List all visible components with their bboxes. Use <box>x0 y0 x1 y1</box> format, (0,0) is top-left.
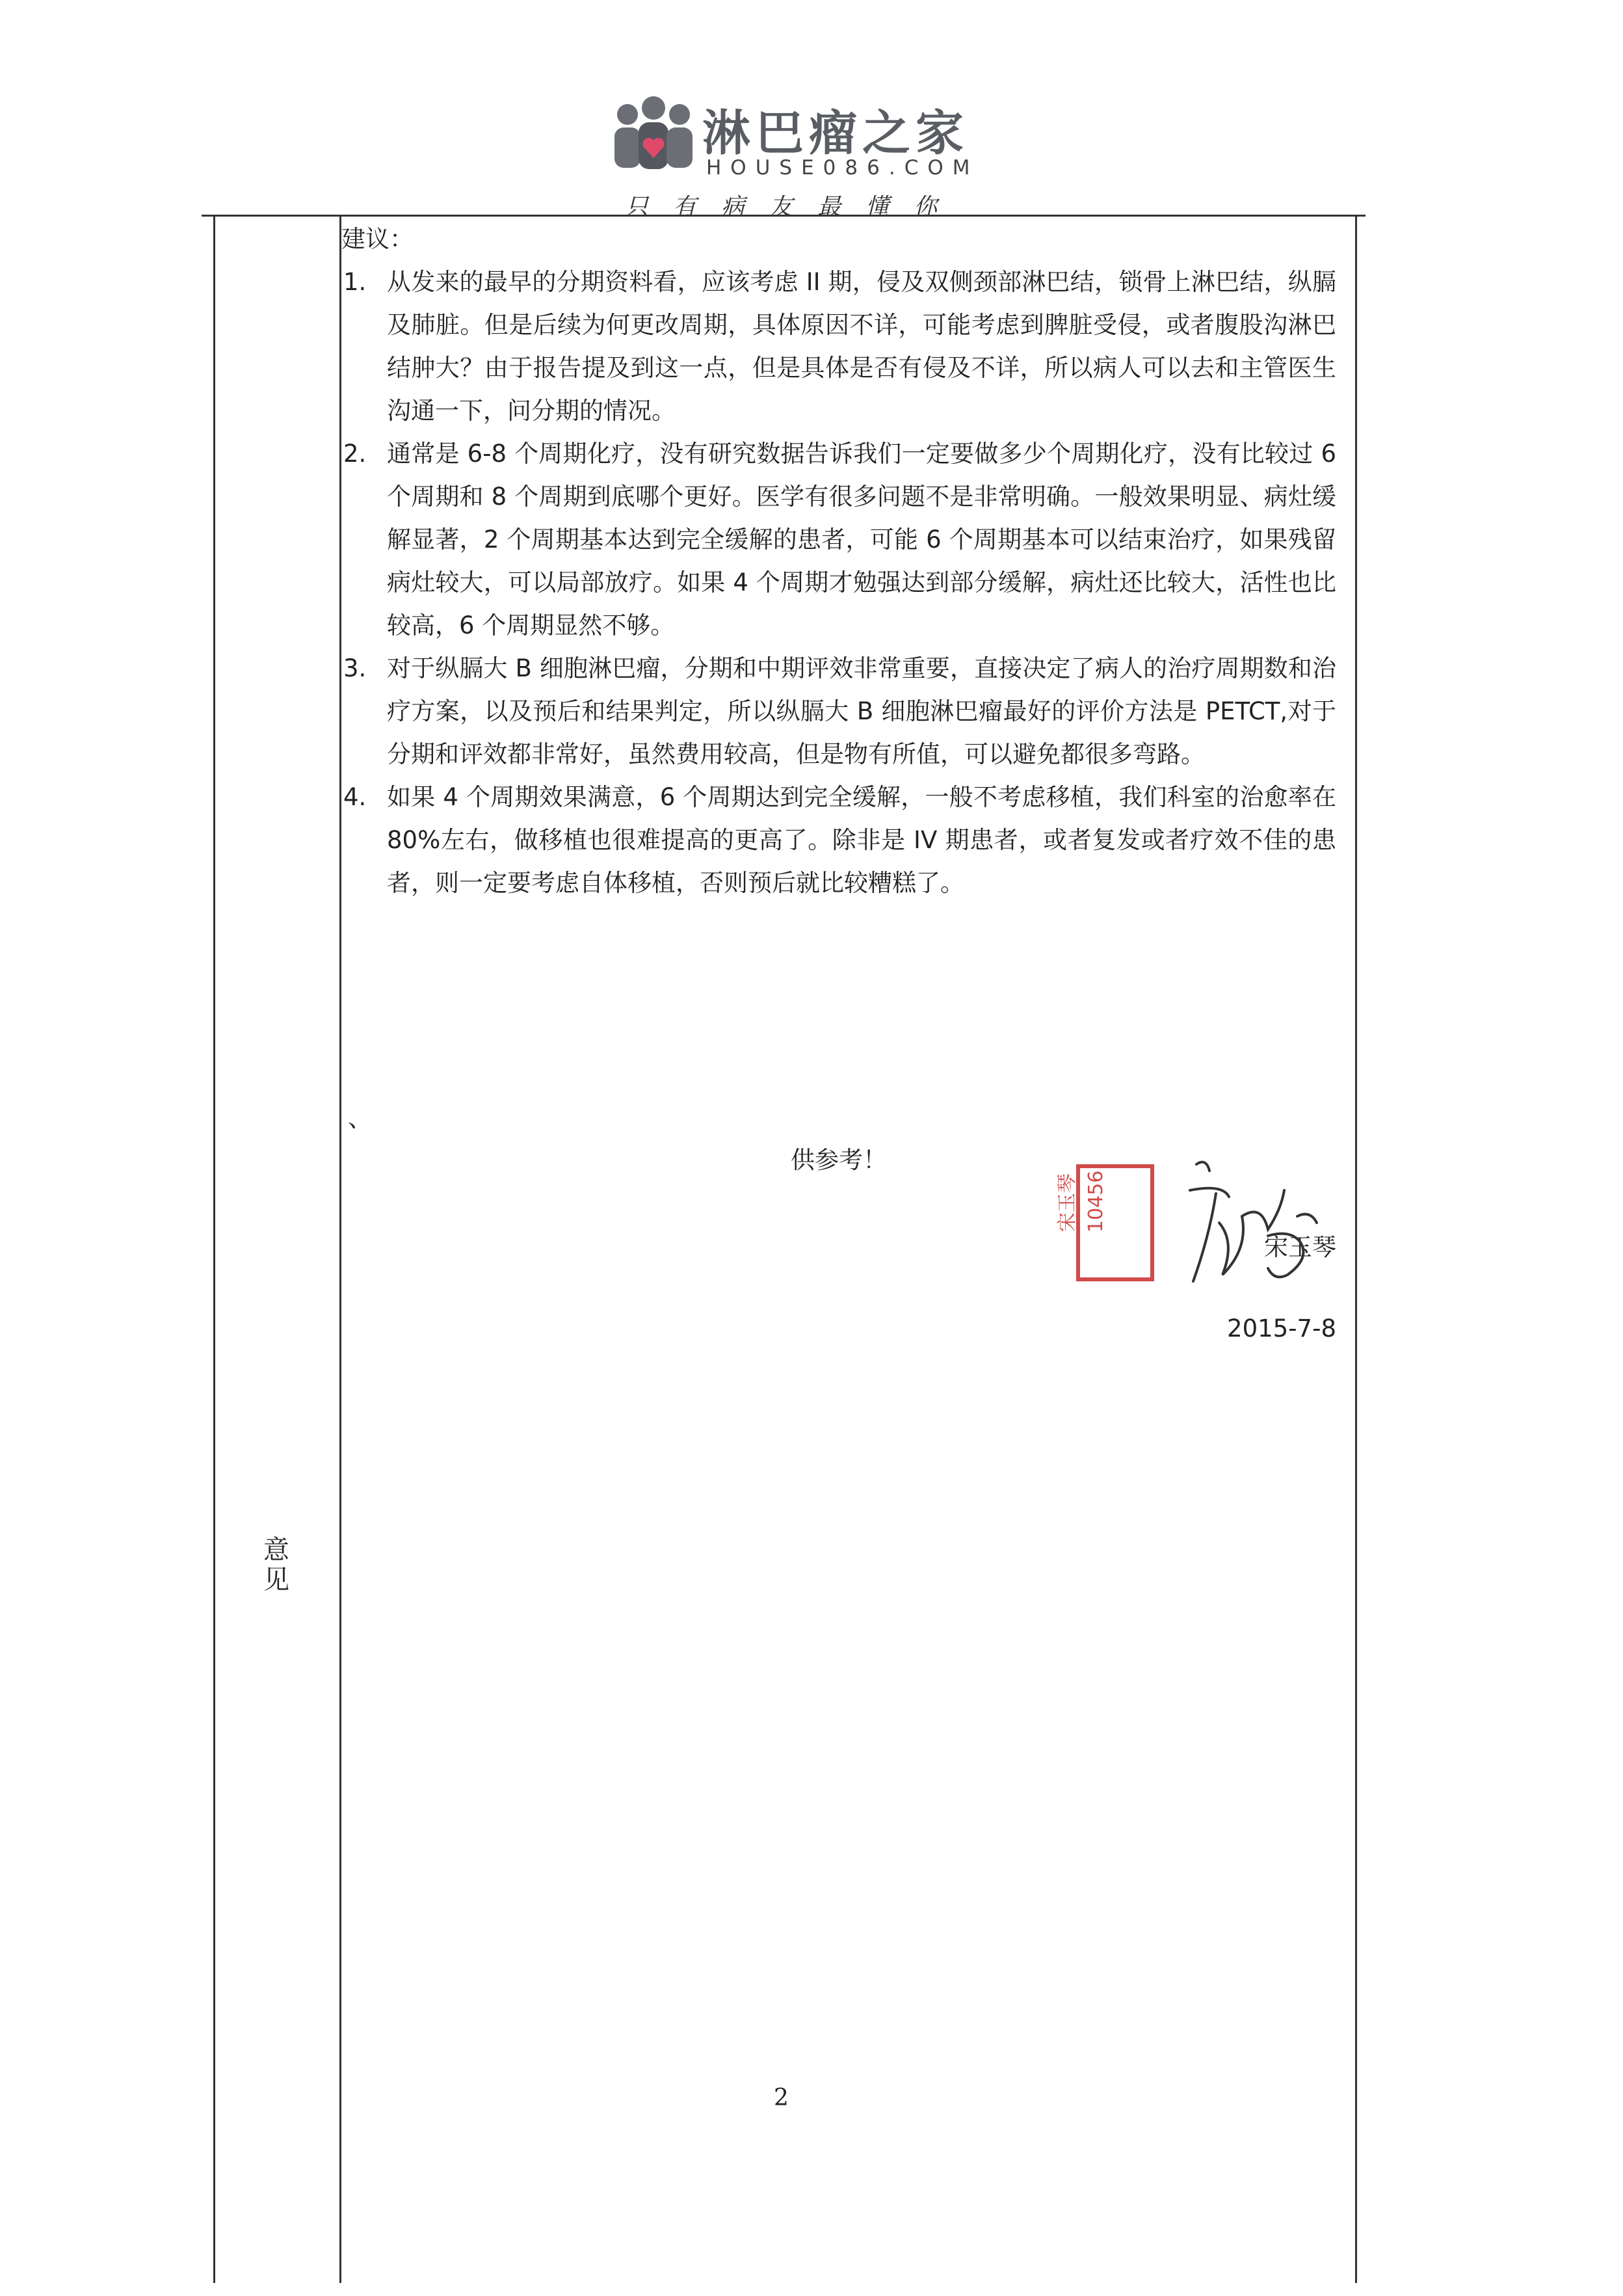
table-top-border <box>202 215 1366 217</box>
item-text: 对于纵膈大 B 细胞淋巴瘤，分期和中期评效非常重要，直接决定了病人的治疗周期数和治疗方案，以及预后和结果判定，所以纵膈大 B 细胞淋巴瘤最好的评价方法是 PETCT,对于分期和评效都非常好，虽然费用较高，但是物有所值，可以避免都很多弯路。 <box>387 654 1336 768</box>
advice-heading: 建议： <box>341 225 414 253</box>
item-number: 1. <box>343 268 367 296</box>
site-logo <box>611 91 979 221</box>
handwritten-signature <box>1170 1145 1326 1294</box>
item-number: 4. <box>343 783 367 811</box>
svg-text:宋玉琴: 宋玉琴 <box>1056 1173 1079 1232</box>
signer-name: 宋玉琴 <box>1264 1233 1336 1261</box>
people-heart-icon <box>611 96 696 174</box>
logo-slogan: 只有病友最懂你 <box>624 194 962 220</box>
list-item <box>341 433 1336 647</box>
list-item <box>341 261 1336 433</box>
item-number: 2. <box>343 440 367 468</box>
list-item <box>341 647 1336 776</box>
row-label-opinion: 意见 <box>263 1535 289 1595</box>
stray-mark: 、 <box>348 1104 372 1132</box>
table-right-border <box>1355 215 1357 2283</box>
item-text: 如果 4 个周期效果满意，6 个周期达到完全缓解，一般不考虑移植，我们科室的治愈率在 80%左右，做移植也很难提高的更高了。除非是 IV 期患者，或者复发或者疗效不佳的患者，则一定要考虑自体移植，否则预后就比较糟糕了。 <box>387 783 1336 897</box>
list-item <box>341 776 1336 905</box>
page-number: 2 <box>774 2085 789 2111</box>
logo-domain: HOUSE086.COM <box>706 156 979 180</box>
item-text: 通常是 6-8 个周期化疗，没有研究数据告诉我们一定要做多少个周期化疗，没有比较过 6 个周期和 8 个周期到底哪个更好。医学有很多问题不是非常明确。一般效果明显、病灶缓解显著，2 个周期基本达到完全缓解的患者，可能 6 个周期基本可以结束治疗，如果残留病灶较大，可以局部放疗。如果 4 个周期才勉强达到部分缓解，病灶还比较大，活性也比较高，6 个周期显然不够。 <box>387 440 1336 639</box>
signature-date: 2015-7-8 <box>1227 1315 1336 1342</box>
logo-title: 淋巴瘤之家 <box>702 105 969 161</box>
item-text: 从发来的最早的分期资料看，应该考虑 II 期，侵及双侧颈部淋巴结，锁骨上淋巴结，纵膈及肺脏。但是后续为何更改周期，具体原因不详，可能考虑到脾脏受侵，或者腹股沟淋巴结肿大？由于报告提及到这一点，但是具体是否有侵及不详，所以病人可以去和主管医生沟通一下，问分期的情况。 <box>387 268 1336 425</box>
doctor-seal-stamp <box>1056 1161 1157 1285</box>
table-left-border <box>213 215 215 2283</box>
advice-list <box>341 261 1336 905</box>
svg-text:10456: 10456 <box>1085 1170 1107 1233</box>
item-number: 3. <box>343 654 367 682</box>
closing-line: 供参考！ <box>791 1146 887 1174</box>
